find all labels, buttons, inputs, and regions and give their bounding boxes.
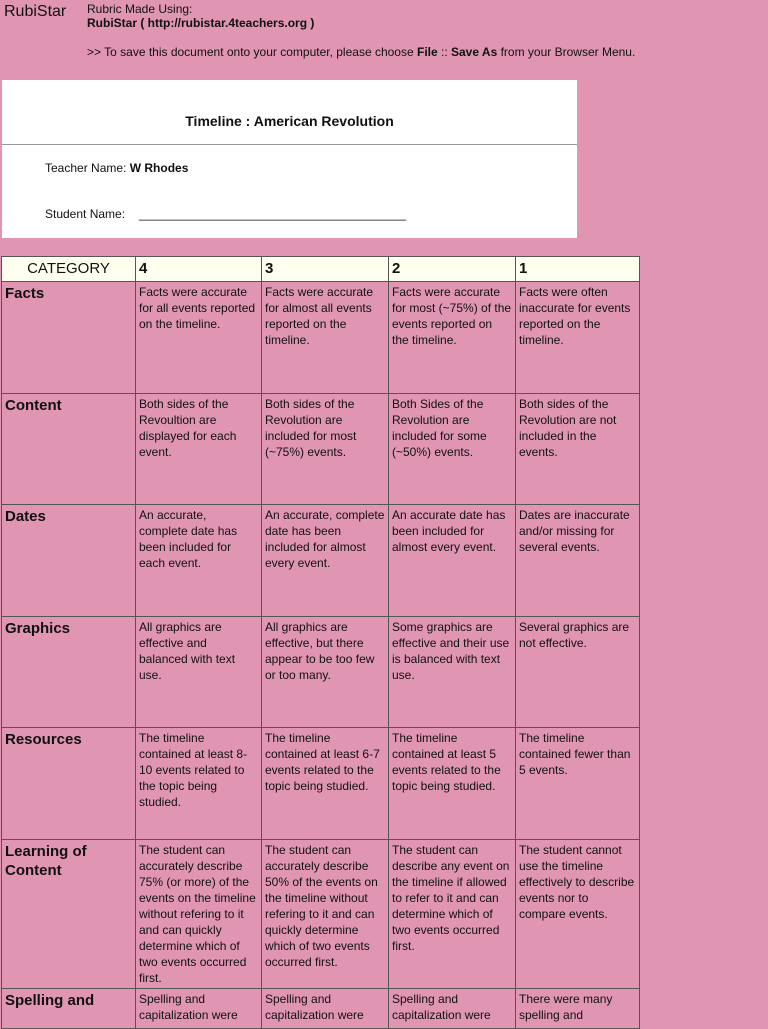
category-cell: Resources <box>2 728 136 840</box>
header-level-1: 1 <box>516 257 640 282</box>
title-divider <box>2 144 577 145</box>
criteria-cell: The student can accurately describe 75% (or more) of the events on the timeline without refering to it and can quickly determine which of two events occurred first. <box>136 840 262 989</box>
criteria-cell: The student can describe any event on the timeline if allowed to refer to it and can determine which of two events occurred first. <box>389 840 516 989</box>
save-instructions <box>87 45 635 59</box>
criteria-cell: Both Sides of the Revolution are included for some (~50%) events. <box>389 394 516 505</box>
student-name-blank: ________________________________________ <box>139 207 406 221</box>
criteria-cell: The timeline contained at least 5 events related to the topic being studied. <box>389 728 516 840</box>
made-using-label: Rubric Made Using: <box>87 2 193 16</box>
criteria-cell: Both sides of the Revolution are not included in the events. <box>516 394 640 505</box>
table-row <box>2 505 640 617</box>
rubric-table <box>1 256 640 1029</box>
teacher-label: Teacher Name: <box>45 161 130 175</box>
header-category: CATEGORY <box>2 257 136 282</box>
criteria-cell: An accurate date has been included for almost every event. <box>389 505 516 617</box>
criteria-cell: Some graphics are effective and their use is balanced with text use. <box>389 617 516 728</box>
category-cell: Spelling and <box>2 989 136 1029</box>
table-row <box>2 394 640 505</box>
table-row <box>2 840 640 989</box>
header-level-3: 3 <box>262 257 389 282</box>
criteria-cell: The timeline contained fewer than 5 events. <box>516 728 640 840</box>
save-file-word: File <box>416 45 438 59</box>
category-cell: Learning of Content <box>2 840 136 989</box>
save-prefix: >> To save this document onto your computer, please choose <box>87 45 417 59</box>
category-cell: Graphics <box>2 617 136 728</box>
category-cell: Content <box>2 394 136 505</box>
table-row <box>2 989 640 1029</box>
save-sep: :: <box>437 45 451 59</box>
header-level-4: 4 <box>136 257 262 282</box>
rubistar-link[interactable]: RubiStar ( http://rubistar.4teachers.org ) <box>87 16 315 30</box>
criteria-cell: There were many spelling and <box>516 989 640 1029</box>
teacher-name: W Rhodes <box>129 161 189 175</box>
save-suffix: from your Browser Menu. <box>497 45 636 59</box>
header-level-2: 2 <box>389 257 516 282</box>
table-row <box>2 282 640 394</box>
made-using-note <box>87 2 314 30</box>
table-row <box>2 617 640 728</box>
criteria-cell: Both sides of the Revoultion are displayed for each event. <box>136 394 262 505</box>
table-row <box>2 728 640 840</box>
criteria-cell: Spelling and capitalization were <box>262 989 389 1029</box>
criteria-cell: Facts were accurate for all events reported on the timeline. <box>136 282 262 394</box>
criteria-cell: All graphics are effective, but there appear to be too few or too many. <box>262 617 389 728</box>
category-cell: Dates <box>2 505 136 617</box>
save-as-word: Save As <box>451 45 498 59</box>
criteria-cell: Facts were often inaccurate for events reported on the timeline. <box>516 282 640 394</box>
criteria-cell: Facts were accurate for almost all events reported on the timeline. <box>262 282 389 394</box>
criteria-cell: Several graphics are not effective. <box>516 617 640 728</box>
category-cell: Facts <box>2 282 136 394</box>
criteria-cell: The timeline contained at least 8-10 events related to the topic being studied. <box>136 728 262 840</box>
rubric-info-box <box>2 80 577 238</box>
criteria-cell: The timeline contained at least 6-7 events related to the topic being studied. <box>262 728 389 840</box>
criteria-cell: Spelling and capitalization were <box>136 989 262 1029</box>
criteria-cell: An accurate, complete date has been included for almost every event. <box>262 505 389 617</box>
teacher-line <box>45 161 188 175</box>
brand-logo-text: RubiStar <box>4 3 67 20</box>
criteria-cell: The student can accurately describe 50% of the events on the timeline without refering to it and can quickly determine which of two events occurred first. <box>262 840 389 989</box>
criteria-cell: Facts were accurate for most (~75%) of the events reported on the timeline. <box>389 282 516 394</box>
criteria-cell: An accurate, complete date has been included for each event. <box>136 505 262 617</box>
criteria-cell: Dates are inaccurate and/or missing for several events. <box>516 505 640 617</box>
rubric-header-row <box>2 257 640 282</box>
criteria-cell: Spelling and capitalization were <box>389 989 516 1029</box>
student-line <box>45 207 406 221</box>
criteria-cell: All graphics are effective and balanced with text use. <box>136 617 262 728</box>
student-label: Student Name: <box>45 207 126 221</box>
criteria-cell: Both sides of the Revolution are included for most (~75%) events. <box>262 394 389 505</box>
rubric-title: Timeline : American Revolution <box>185 113 394 129</box>
criteria-cell: The student cannot use the timeline effectively to describe events nor to compare events. <box>516 840 640 989</box>
